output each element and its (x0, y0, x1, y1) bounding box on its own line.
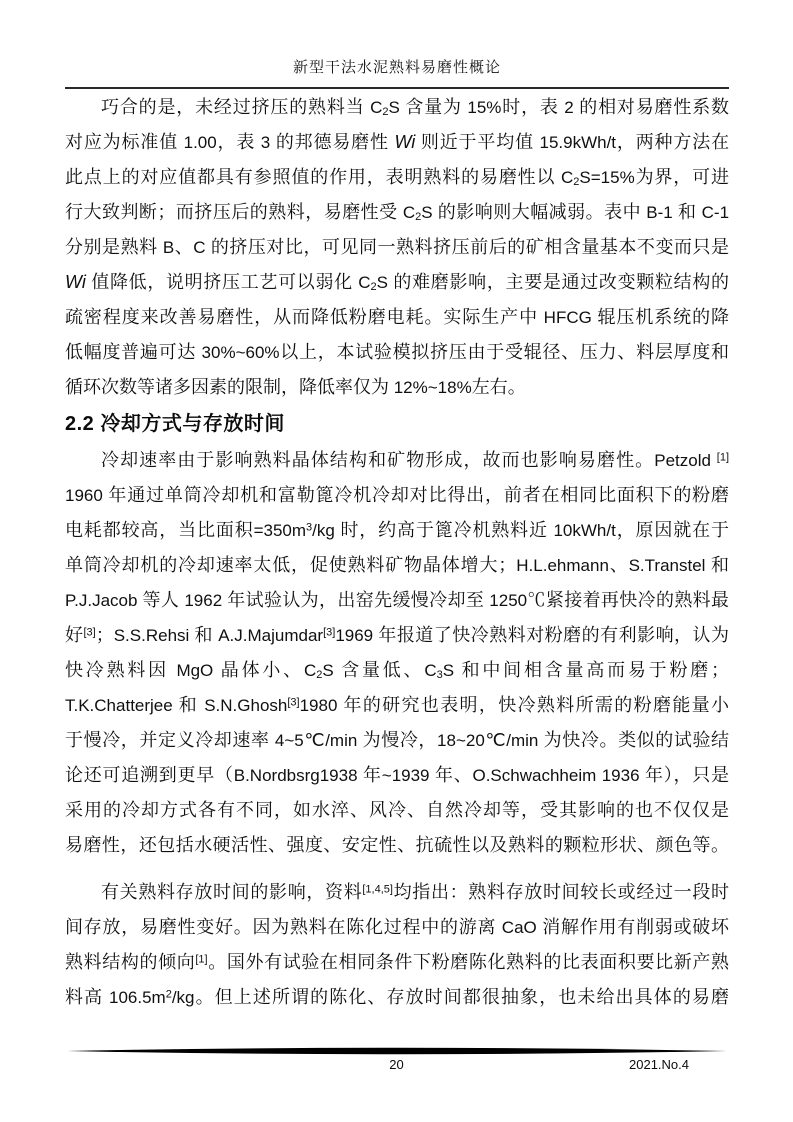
text-line: P.J.Jacob 等人 1962 年试验认为，出窑先缓慢冷却至 1250℃紧接着再快冷的熟料最 (65, 590, 730, 610)
sub-text: 2 (370, 281, 377, 294)
latin-text: S (421, 203, 438, 222)
paragraph (65, 90, 729, 405)
sup-text: [1,4,5] (362, 883, 393, 896)
latin-text: S (322, 661, 342, 680)
footer-row (64, 1057, 729, 1077)
latin-text: 1960 (65, 486, 109, 505)
sub-text: 3 (436, 669, 443, 682)
latin-text: 15% (461, 98, 502, 117)
latin-text: 15.9kWh/t (533, 133, 617, 152)
latin-text: 2 (558, 98, 580, 117)
page-number: 20 (389, 1057, 404, 1072)
latin-text: HFCG (538, 308, 598, 327)
latin-text: C (193, 238, 211, 257)
text-line: 行大致判断；而挤压后的熟料，易磨性受 $C_2S$ 的影响则大幅减弱。表中 B-1 和 C-1 (65, 202, 730, 224)
text-line: 循环次数等诸多因素的限制，降低率仅为 12%~18%左右。 (65, 377, 526, 397)
latin-text: S (442, 661, 462, 680)
text-line: 电耗都较高，当比面积$=350m^3/kg$ 时，约高于篦冷机熟料近 10kWh/t，原因就在于 (65, 520, 729, 540)
text-line: 采用的冷却方式各有不同，如水淬、风冷、自然冷却等，受其影响的也不仅仅是 (65, 800, 729, 820)
latin-text: 10kWh/t (547, 521, 616, 540)
latin-text: =350m (253, 521, 307, 540)
latin-text: A.J.Majumdar (213, 626, 324, 645)
latin-text: B.Nordbsrg1938 (233, 766, 364, 785)
latin-text: 1.00 (178, 133, 217, 152)
latin-text (415, 133, 421, 152)
paragraph (65, 443, 729, 863)
latin-text: 106.5m (103, 988, 166, 1007)
latin-text: 12%~18% (389, 378, 472, 397)
document-body (65, 90, 729, 1015)
sup-text: [3] (323, 626, 336, 639)
latin-text: S.S.Rehsi (113, 626, 195, 645)
header-divider-rule (65, 87, 729, 89)
latin-text: 1962 (179, 591, 228, 610)
latin-text: 1980 (299, 696, 344, 715)
sup-text: 3 (306, 521, 313, 534)
sub-text: 2 (415, 211, 422, 224)
latin-text: CaO (496, 918, 543, 937)
text-line: T.K.Chatterjee 和 S.N.Ghosh[3]1980 年的研究也表明，快冷熟料所需的粉磨能量小 (65, 695, 730, 715)
latin-text: T.K.Chatterjee (65, 696, 179, 715)
text-line: Wi 值降低，说明挤压工艺可以弱化 $C_2S$ 的难磨影响，主要是通过改变颗粒结构的 (65, 272, 730, 294)
text-line: 易磨性，还包括水硬活性、强度、安定性、抗硫性以及熟料的颗粒形状、颜色等。 (65, 835, 729, 855)
text-line: 此点上的对应值都具有参照值的作用，表明熟料的易磨性以 $C_2S=15\%$为界，可进 (65, 167, 730, 189)
latin-text: C (397, 203, 416, 222)
footer-divider-bar (67, 1046, 727, 1056)
page-content-column (65, 0, 729, 1015)
latin-text: B-1 (641, 203, 678, 222)
sup-text: 2 (165, 988, 172, 1001)
sup-text: [1] (716, 451, 729, 464)
latin-text: 18~20 (437, 731, 485, 750)
latin-text: 1969 (335, 626, 379, 645)
running-head-title: 新型干法水泥熟料易磨性概论 (292, 60, 501, 76)
latin-text: O.Schwachheim 1936 (472, 766, 646, 785)
latin-text: B (157, 238, 175, 257)
latin-text: C (424, 661, 437, 680)
latin-text: C (303, 661, 317, 680)
text-line: 熟料结构的倾向[1]。国外有试验在相同条件下粉磨陈化熟料的比表面积要比新产熟 (65, 952, 730, 972)
italic-text: Wi (65, 272, 86, 292)
sup-text: [3] (83, 626, 96, 639)
text-line: 快冷熟料因 MgO 晶体小、$C_2S$ 含量低、$C_3S$ 和中间相含量高而易于粉磨； (65, 660, 730, 682)
latin-text: /min (506, 731, 544, 750)
sup-text: [3] (287, 696, 300, 709)
text-line: 巧合的是，未经过挤压的熟料当 $C_2S$ 含量为 15%时，表 2 的相对易磨性系数 (101, 97, 730, 119)
text-line: 间存放，易磨性变好。因为熟料在陈化过程中的游离 CaO 消解作用有削弱或破坏 (65, 917, 730, 937)
text-line: 低幅度普遍可达 30%~60%以上，本试验模拟挤压由于受辊径、压力、料层厚度和 (65, 342, 730, 362)
text-line: 对应为标准值 1.00，表 3 的邦德易磨性 Wi 则近于平均值 15.9kWh/t，两种方法在 (65, 132, 730, 152)
latin-text (86, 273, 91, 292)
page-footer (64, 1046, 729, 1077)
text-line: 单筒冷却机的冷却速率太低，促使熟料矿物晶体增大；H.L.ehmann、S.Transtel 和 (65, 555, 729, 575)
text-line: 有关熟料存放时间的影响，资料[1,4,5]均指出：熟料存放时间较长或经过一段时 (101, 882, 730, 902)
latin-text: S.N.Ghosh (198, 696, 288, 715)
section-heading: 2.2 冷却方式与存放时间 (65, 413, 285, 435)
sup-text: [1] (195, 953, 208, 966)
latin-text: C-1 (696, 203, 730, 222)
latin-text: S=15% (579, 168, 635, 187)
latin-text: /min (325, 731, 363, 750)
latin-text: C (352, 273, 371, 292)
latin-text: 3 (255, 133, 276, 152)
text-line: 于慢冷，并定义冷却速率 4~5℃/min 为慢冷，18~20℃/min 为快冷。类似的试验结 (65, 730, 730, 750)
text-line: 冷却速率由于影响熟料晶体结构和矿物形成，故而也影响易磨性。Petzold [1] (101, 450, 729, 470)
sub-text: 2 (382, 106, 389, 119)
latin-text: 4~5 (269, 731, 304, 750)
latin-text: ~1939 (381, 766, 435, 785)
latin-text: MgO (168, 661, 221, 680)
latin-text: C (555, 168, 574, 187)
latin-text: P.J.Jacob (65, 591, 143, 610)
text-line: 1960 年通过单筒冷却机和富勒篦冷机冷却对比得出，前者在相同比面积下的粉磨 (65, 485, 729, 505)
paragraph (65, 875, 729, 1015)
latin-text: S (388, 98, 406, 117)
latin-text: /kg (171, 988, 195, 1007)
text-line: 好[3]；S.S.Rehsi 和 A.J.Majumdar[3]1969 年报道了快冷熟料对粉磨的有利影响，认为 (65, 625, 730, 645)
latin-text: H.L.ehmann (516, 556, 609, 575)
latin-text: S.Transtel (628, 556, 711, 575)
sub-text: 2 (573, 176, 580, 189)
latin-text: C (364, 98, 383, 117)
latin-text: 30%~60% (196, 343, 280, 362)
italic-text: Wi (394, 132, 416, 152)
sub-text: 2 (316, 669, 323, 682)
latin-text: /kg (312, 521, 341, 540)
issue-label: 2021.No.4 (629, 1057, 689, 1072)
text-line: 疏密程度来改善易磨性，从而降低粉磨电耗。实际生产中 HFCG 辊压机系统的降 (65, 307, 730, 327)
text-line: 分别是熟料 B、C 的挤压对比，可见同一熟料挤压前后的矿相含量基本不变而只是 (65, 237, 730, 257)
latin-text: S (376, 273, 394, 292)
text-line: 论还可追溯到更早（B.Nordbsrg1938 年~1939 年、O.Schwachheim 1936 年），只是 (65, 765, 730, 785)
text-line: 料高 $106.5m^2/kg$。但上述所谓的陈化、存放时间都很抽象，也未给出具体的易磨 (65, 987, 729, 1007)
latin-text: 1250 (484, 591, 528, 610)
latin-text: Petzold (654, 451, 717, 470)
